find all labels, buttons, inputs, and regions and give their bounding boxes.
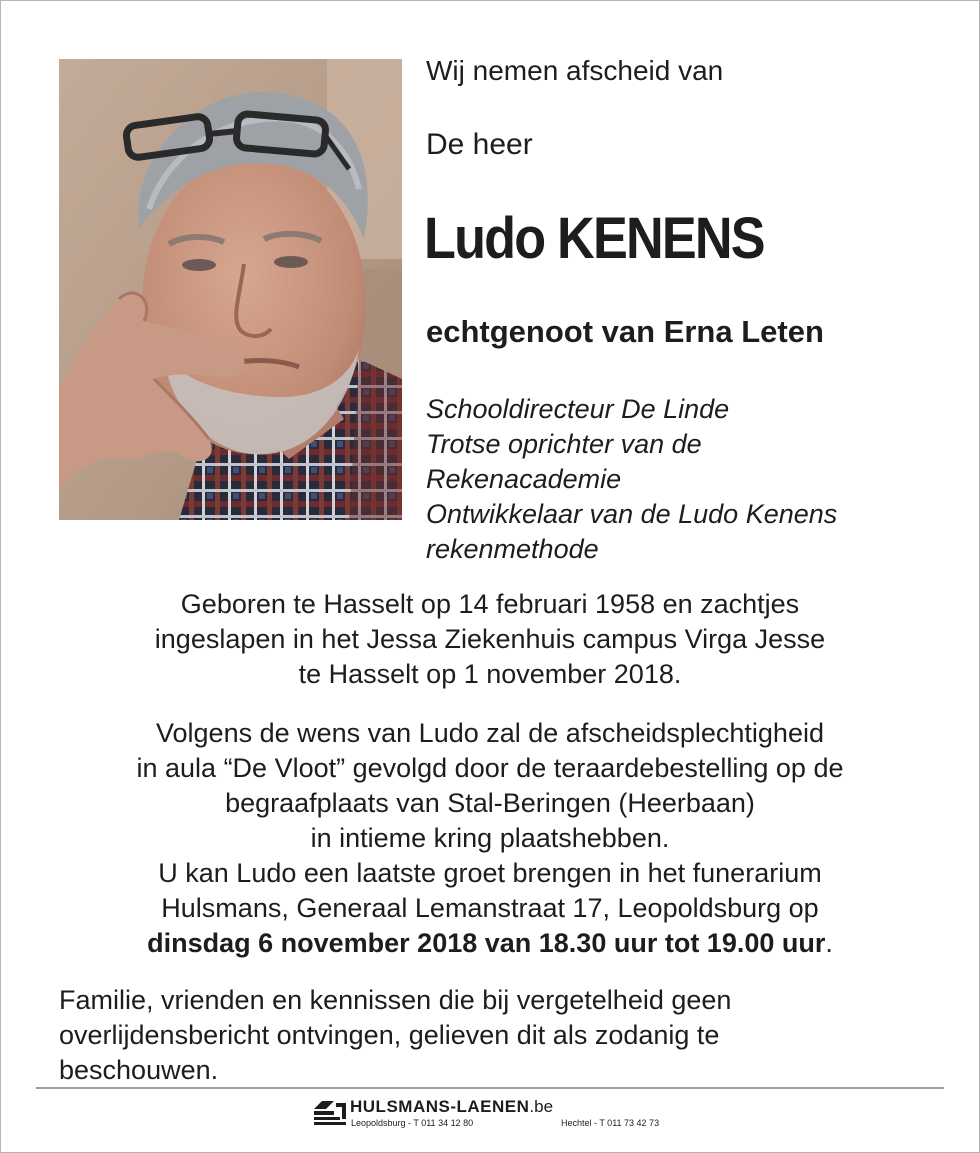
- birth-line: ingeslapen in het Jessa Ziekenhuis campus Virga Jesse: [154, 624, 826, 654]
- portrait-photo: [59, 59, 402, 520]
- ceremony-paragraph: [40, 716, 940, 961]
- visitation-line: [40, 926, 940, 961]
- birth-line: te Hasselt op 1 november 2018.: [298, 659, 682, 689]
- deceased-name: Ludo KENENS: [424, 206, 764, 271]
- footer-divider: [36, 1087, 944, 1089]
- birth-line: Geboren te Hasselt op 14 februari 1958 en zachtjes: [180, 589, 800, 619]
- funeral-home-brand: [350, 1096, 553, 1118]
- ceremony-line: begraafplaats van Stal-Beringen (Heerbaan): [225, 788, 755, 818]
- ceremony-line: Volgens de wens van Ludo zal de afscheidsplechtigheid: [156, 718, 824, 748]
- role-line: Schooldirecteur De Linde: [426, 394, 730, 424]
- visitation-time: dinsdag 6 november 2018 van 18.30 uur tot 19.00 uur: [147, 928, 826, 958]
- role-line: rekenmethode: [426, 534, 599, 564]
- honorific-title: De heer: [426, 128, 533, 161]
- role-line: Rekenacademie: [426, 464, 622, 494]
- ceremony-line: Hulsmans, Generaal Lemanstraat 17, Leopoldsburg op: [161, 893, 819, 923]
- ceremony-line: U kan Ludo een laatste groet brengen in het funerarium: [158, 858, 822, 888]
- notice-line: beschouwen.: [59, 1055, 219, 1085]
- funeral-home-logo-icon: [312, 1097, 348, 1127]
- roles-list: [426, 392, 837, 567]
- intro-text: Wij nemen afscheid van: [426, 55, 724, 86]
- ceremony-line: in aula “De Vloot” gevolgd door de teraardebestelling op de: [136, 753, 844, 783]
- notice-paragraph: [59, 983, 731, 1088]
- spouse-line: echtgenoot van Erna Leten: [426, 314, 824, 349]
- role-line: Ontwikkelaar van de Ludo Kenens: [426, 499, 838, 529]
- notice-line: overlijdensbericht ontvingen, gelieven dit als zodanig te: [59, 1020, 720, 1050]
- notice-line: Familie, vrienden en kennissen die bij vergetelheid geen: [59, 985, 732, 1015]
- office-leopoldsburg: Leopoldsburg - T 011 34 12 80: [351, 1118, 474, 1128]
- birth-death-paragraph: [40, 587, 940, 692]
- office-hechtel: Hechtel - T 011 73 42 73: [561, 1118, 660, 1128]
- brand-domain: .be: [529, 1097, 554, 1116]
- brand-name: HULSMANS-LAENEN: [350, 1097, 530, 1116]
- visitation-period: .: [825, 928, 833, 958]
- ceremony-line: in intieme kring plaatshebben.: [310, 823, 670, 853]
- role-line: Trotse oprichter van de: [426, 429, 702, 459]
